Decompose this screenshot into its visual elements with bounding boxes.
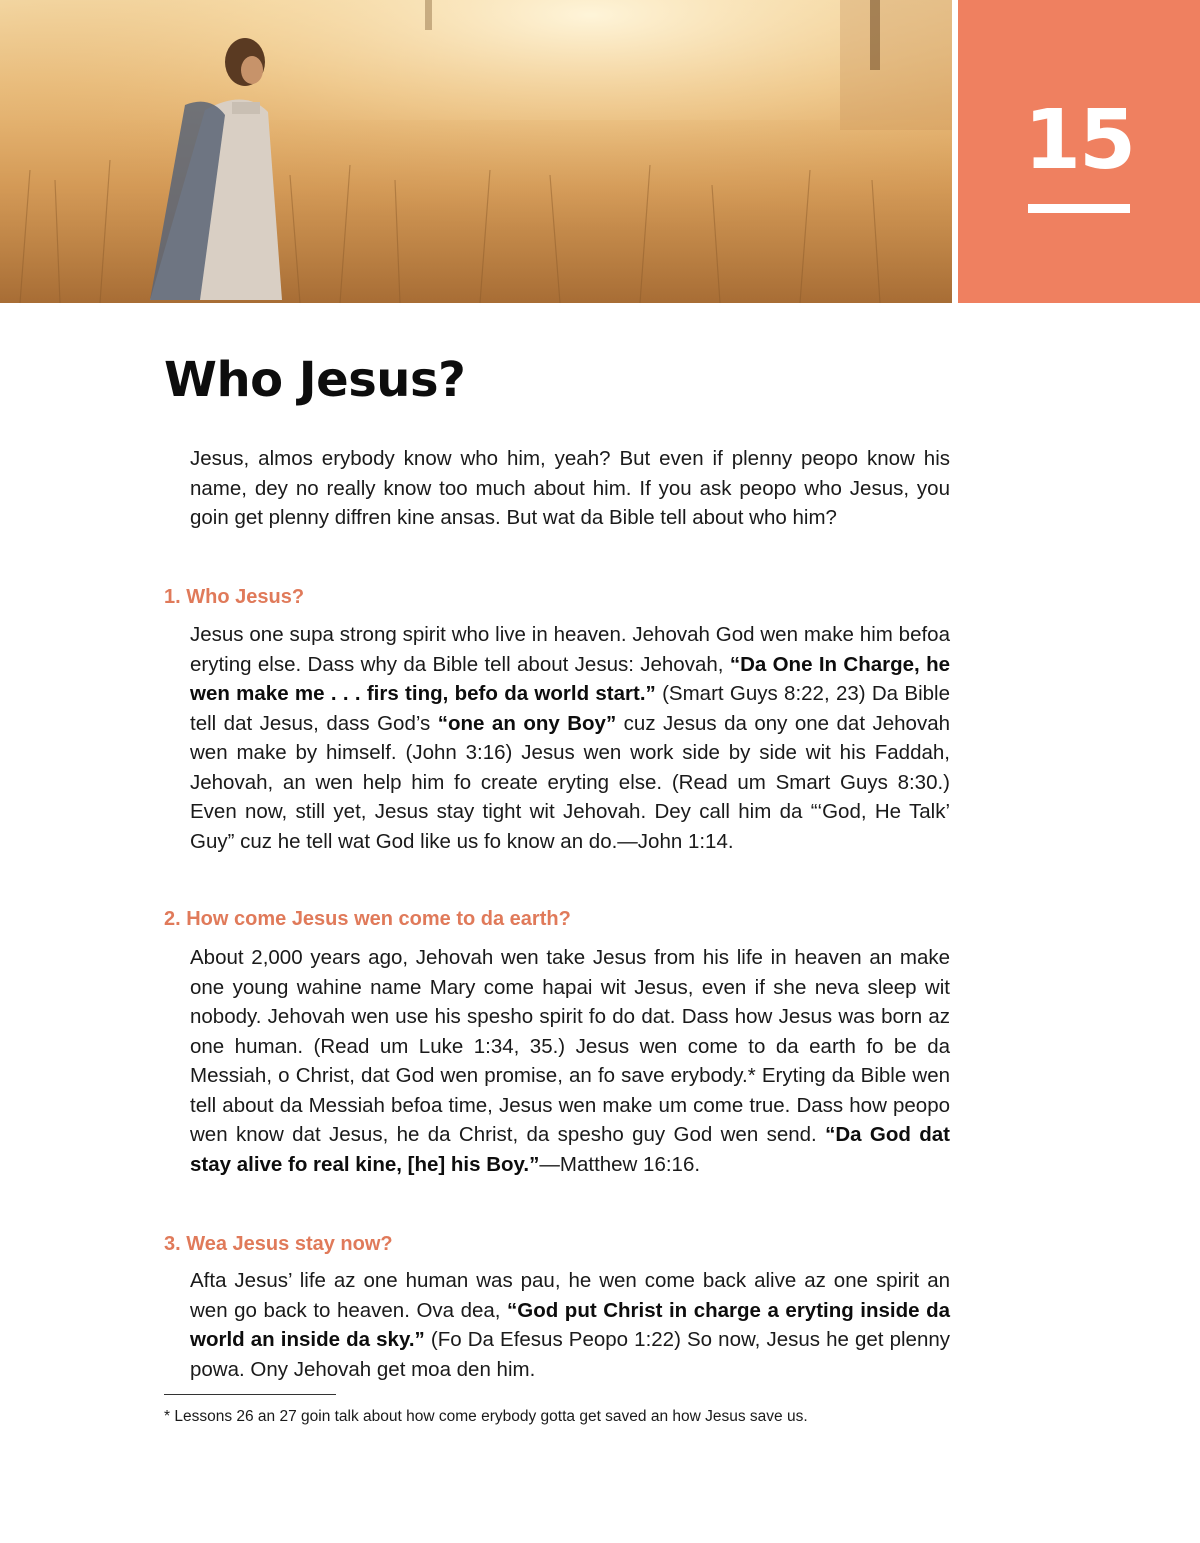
lesson-number: 15 (1023, 93, 1135, 188)
question-1: 1. Who Jesus? (164, 586, 305, 608)
hero-photo (0, 0, 952, 303)
scripture-quote: “one an ony Boy” (437, 711, 617, 735)
lesson-number-badge (958, 0, 1200, 303)
answer-1: Jesus one supa strong spirit who live in heaven. Jehovah God wen make him befoa eryting else. Dass why da Bible tell about Jesus: Jehovah, “Da One In Charge, he wen make me . . . firs ting, befo da world start.” (Smart Guys 8:22, 23) Da Bible tell dat Jesus, dass God’s “one an ony Boy” cuz Jesus da ony one dat Jehovah wen make by himself. (John 3:16) Jesus wen work side by side wit his Faddah, Jehovah, an wen help him fo create eryting else. (Read um Smart Guys 8:30.) Even now, still yet, Jesus stay tight wit Jehovah. Dey call him da “‘God, He Talk’ Guy” cuz he tell wat God like us fo know an do.—John 1:14. (190, 623, 950, 853)
answer-2: About 2,000 years ago, Jehovah wen take Jesus from his life in heaven an make one young wahine name Mary come hapai wit Jesus, even if she neva sleep wit nobody. Jehovah wen use his spesho spirit fo do dat. Dass how Jesus was born az one human. (Read um Luke 1:34, 35.) Jesus wen come to da earth fo be da Messiah, o Christ, dat God wen promise, an fo save erybody.* Eryting da Bible wen tell about da Messiah befoa time, Jesus wen make um come true. Dass how peopo wen know dat Jesus, he da Christ, da spesho guy God wen send. “Da God dat stay alive fo real kine, [he] his Boy.”—Matthew 16:16. (190, 946, 950, 1176)
intro-paragraph: Jesus, almos erybody know who him, yeah? But even if plenny peopo know his name, dey no really know too much about him. If you ask peopo who Jesus, you goin get plenny diffren kine ansas. But wat da Bible tell about who him? (190, 447, 950, 529)
scripture-quote: “Da God dat stay alive fo real kine, [he] his Boy.” (190, 1123, 950, 1176)
field-illustration (0, 0, 952, 303)
footnote: * Lessons 26 an 27 goin talk about how come erybody gotta get saved an how Jesus save us. (164, 1408, 808, 1425)
answer-3: Afta Jesus’ life az one human was pau, he wen come back alive az one spirit an wen go back to heaven. Ova dea, “God put Christ in charge a eryting inside da world an inside da sky.” (Fo Da Efesus Peopo 1:22) So now, Jesus he get plenny powa. Ony Jehovah get moa den him. (190, 1269, 950, 1381)
question-3: 3. Wea Jesus stay now? (164, 1233, 393, 1255)
scripture-quote: “Da One In Charge, he wen make me . . . firs ting, befo da world start.” (190, 652, 950, 705)
footnote-divider (164, 1394, 336, 1395)
scripture-quote: “God put Christ in charge a eryting inside da world an inside da sky.” (190, 1298, 950, 1351)
lesson-number-underline (1028, 204, 1130, 213)
question-2: 2. How come Jesus wen come to da earth? (164, 908, 571, 930)
page-title: Who Jesus? (164, 352, 466, 408)
